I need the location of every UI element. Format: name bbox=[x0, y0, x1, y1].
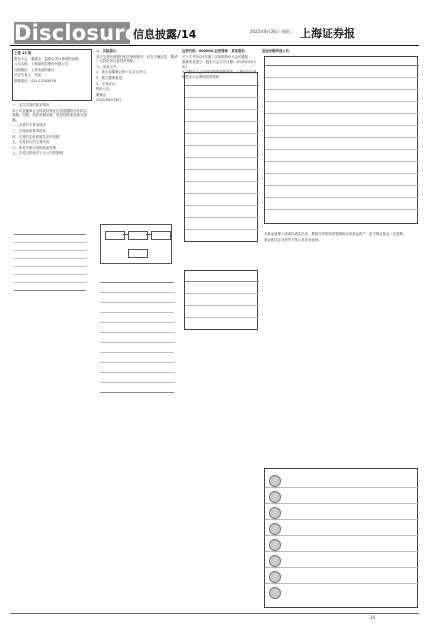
section-heading: 八、风险提示 bbox=[96, 49, 117, 53]
masthead bbox=[0, 0, 428, 44]
paragraph: 董事会 bbox=[96, 92, 107, 97]
fund-logo-icon bbox=[269, 507, 281, 519]
paragraph: 基金的过往业绩并不预示其未来表现。 bbox=[264, 237, 322, 242]
fund-logo-icon bbox=[269, 571, 281, 583]
paragraph: 七、交易目的和对上市公司的影响 bbox=[12, 151, 63, 156]
fund-logo-icon bbox=[269, 555, 281, 567]
footer-rule bbox=[10, 613, 419, 614]
paragraph: 本次交易尚需履行相关审批程序，存在不确定性，敬请广大投资者注意投资风险。 bbox=[96, 54, 178, 64]
paragraph: 三、交易标的基本情况 bbox=[12, 128, 46, 133]
column-1 bbox=[12, 49, 92, 609]
disclaimer-block bbox=[264, 232, 418, 243]
paragraph: 本次股东大会采用的网络投票系统：上海证券交易所股东大会网络投票系统 bbox=[182, 70, 257, 79]
disclosure-banner bbox=[14, 21, 140, 45]
diagram-node bbox=[151, 231, 171, 240]
structure-diagram bbox=[100, 224, 172, 264]
fund-logo-icon bbox=[269, 539, 281, 551]
fund-manager-table bbox=[264, 468, 418, 608]
diagram-node bbox=[128, 231, 148, 240]
issue-date: 2025年8月26日 星期二 bbox=[250, 29, 294, 34]
paragraph: 1、第五届董事会第十次会议决议； bbox=[96, 70, 150, 75]
section-title: 信息披露/14 bbox=[133, 28, 197, 41]
diagram-node bbox=[128, 249, 148, 258]
paragraph: 特此公告。 bbox=[96, 87, 113, 92]
section-heading: 基金份额净值公告 bbox=[262, 49, 290, 53]
paragraph: 本公司及董事会全体成员保证信息披露的内容真实、准确、完整，没有虚假记载、误导性陈述或重大遗漏。 bbox=[12, 108, 90, 122]
paragraph: 重要内容提示：股东大会召开日期：2025年9月10日 bbox=[182, 60, 256, 69]
paragraph: 关于召开2025年第二次临时股东大会的通知 bbox=[182, 54, 249, 59]
data-table bbox=[184, 72, 258, 242]
paragraph: 五、交易协议的主要内容 bbox=[12, 140, 50, 145]
fund-logo-icon bbox=[269, 491, 281, 503]
section-heading: 证券代码：600000 证券简称：某某股份 bbox=[182, 49, 245, 53]
paragraph: 本基金管理人承诺以诚实信用、勤勉尽责的原则管理和运用基金资产，但不保证基金一定盈利。 bbox=[264, 232, 407, 236]
fund-table bbox=[264, 56, 418, 224]
paragraph: 一、本次交易的基本情况 bbox=[12, 103, 50, 107]
banner-title: Disclosure bbox=[14, 21, 140, 45]
info-box bbox=[12, 49, 92, 101]
fund-logo-icon bbox=[269, 523, 281, 535]
paragraph: 公司名称：上海某科技股份有限公司 bbox=[14, 62, 69, 67]
header-rule bbox=[10, 45, 419, 46]
paragraph: 九、备查文件 bbox=[96, 64, 117, 69]
paragraph: 四、交易的定价政策及定价依据 bbox=[12, 134, 60, 139]
paragraph: 股东大会、董事会、监事会决议事项的说明 bbox=[14, 56, 79, 61]
paragraph: 六、涉及关联交易的其他安排 bbox=[12, 145, 57, 150]
page-number: 14 bbox=[370, 615, 376, 620]
paragraph: 注册地址：上海市浦东新区 bbox=[14, 67, 55, 72]
data-table bbox=[184, 270, 258, 330]
diagram-node bbox=[105, 231, 125, 240]
paragraph: 联系电话：021-12345678 bbox=[14, 78, 56, 83]
fund-logo-icon bbox=[269, 475, 281, 487]
paragraph: 二、交易对方基本情况 bbox=[12, 123, 46, 128]
paragraph: 法定代表人：张某 bbox=[14, 73, 42, 78]
newspaper-brand: 上海证券报 bbox=[300, 27, 355, 40]
paragraph: 2、独立董事意见； bbox=[96, 75, 126, 80]
paragraph: 3、交易协议。 bbox=[96, 81, 119, 86]
continued-label: 上接 13 版 bbox=[14, 51, 32, 55]
data-table bbox=[14, 234, 86, 294]
fund-logo-icon bbox=[269, 587, 281, 599]
paragraph: 2025年8月26日 bbox=[96, 98, 122, 103]
data-table bbox=[100, 282, 174, 482]
